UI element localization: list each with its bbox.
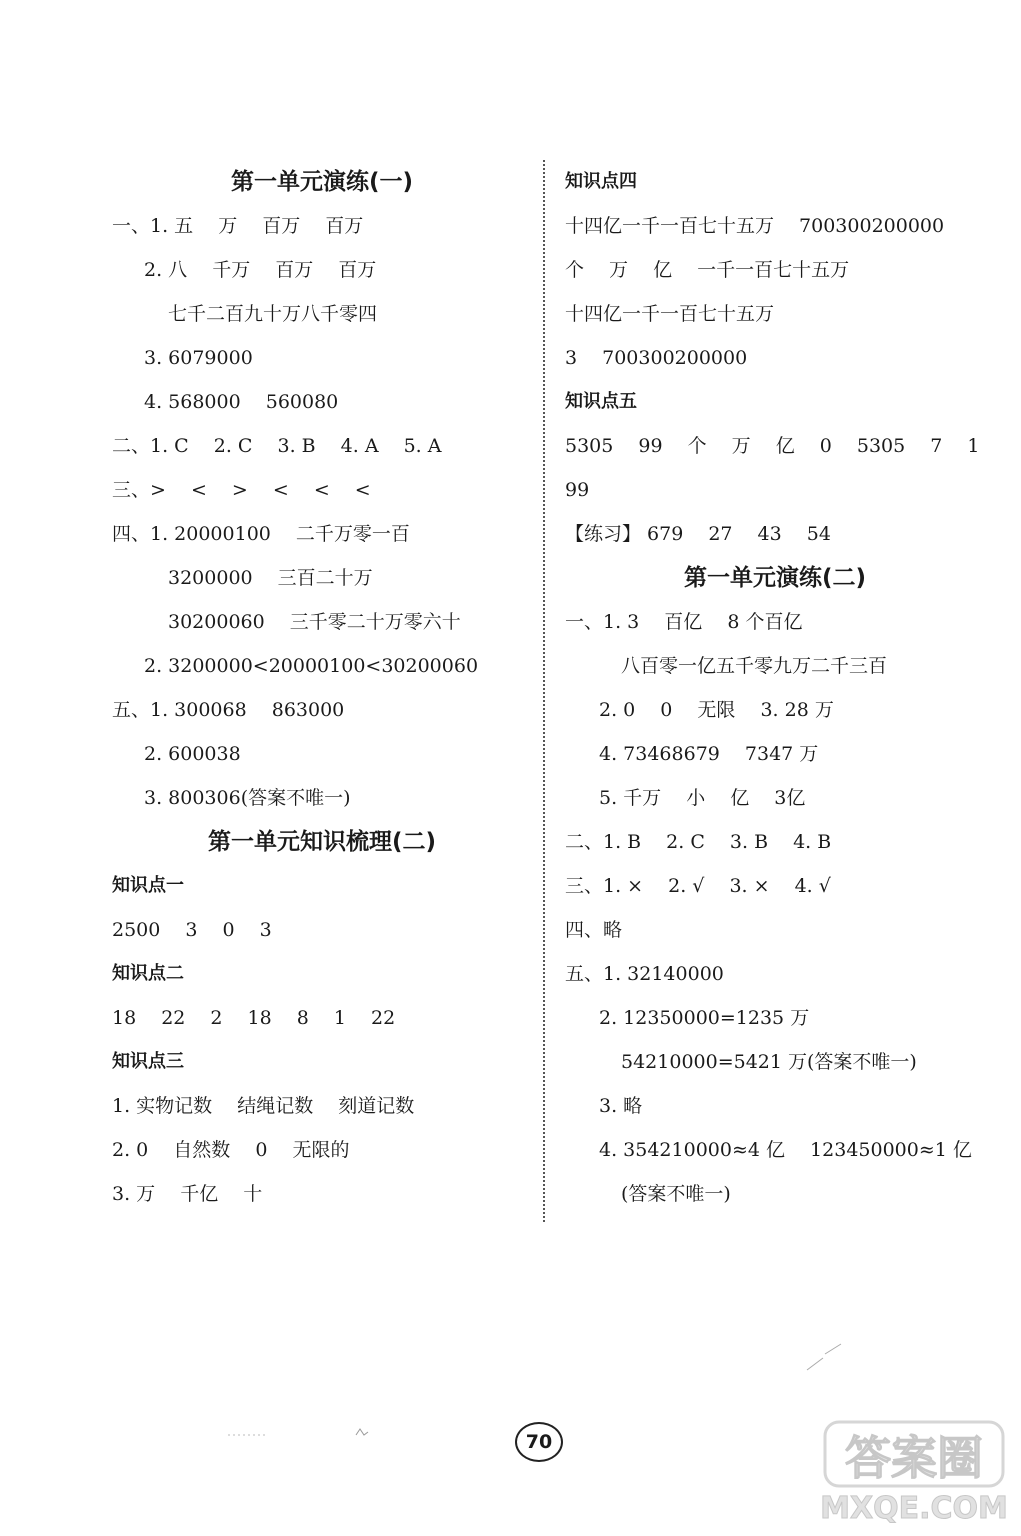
page-number: 70 [515,1422,563,1462]
knowledge-heading: 知识点五 [565,391,637,412]
answer-line: 五、1. 32140000 [565,963,724,985]
knowledge-heading: 知识点二 [112,963,184,984]
answer-line: 30200060 三千零二十万零六十 [168,611,461,633]
answer-line: 5. 千万 小 亿 3亿 [599,787,806,809]
answer-line: 二、1. C 2. C 3. B 4. A 5. A [112,435,442,457]
section-title: 第一单元演练(二) [683,565,867,591]
scan-mark [805,1342,845,1372]
answer-line: 4. 568000 560080 [144,391,339,413]
watermark-text: 答案圈 [845,1431,983,1485]
watermark-logo [819,1416,1009,1526]
section-title: 第一单元知识梳理(二) [207,829,437,855]
answer-line: 4. 73468679 7347 万 [599,743,819,765]
answer-line: 三、> < > < < < [112,479,371,501]
answer-line: 七千二百九十万八千零四 [168,303,378,325]
answer-line: 四、略 [565,919,623,941]
knowledge-heading: 知识点四 [565,171,637,192]
answer-line: 十四亿一千一百七十五万 700300200000 [565,215,945,237]
answer-line: 3200000 三百二十万 [168,567,373,589]
answer-line: 4. 354210000≈4 亿 123450000≈1 亿 [599,1139,972,1161]
answer-line: 2. 600038 [144,743,241,765]
answer-line: 三、1. × 2. √ 3. × 4. √ [565,875,831,897]
knowledge-heading: 知识点一 [112,875,184,896]
answer-line: 十四亿一千一百七十五万 [565,303,775,325]
answer-line: 18 22 2 18 8 1 22 [112,1007,396,1029]
answer-line: 3. 800306(答案不唯一) [144,787,351,809]
answer-line: 一、1. 五 万 百万 百万 [112,215,364,237]
answer-line: 四、1. 20000100 二千万零一百 [112,523,410,545]
answer-line: 个 万 亿 一千一百七十五万 [565,259,850,281]
answer-line: 3 700300200000 [565,347,748,369]
answer-line: 一、1. 3 百亿 8 个百亿 [565,611,803,633]
answer-line: 2500 3 0 3 [112,919,272,941]
answer-line: 二、1. B 2. C 3. B 4. B [565,831,832,853]
answer-line: 1. 实物记数 结绳记数 刻道记数 [112,1095,415,1117]
answer-line: 五、1. 300068 863000 [112,699,345,721]
knowledge-heading: 知识点三 [112,1051,184,1072]
answer-line: 八百零一亿五千零九万二千三百 [621,655,888,677]
answer-line: 3. 万 千亿 十 [112,1183,263,1205]
left-column [112,160,532,1216]
answer-line: 5305 99 个 万 亿 0 5305 7 1 [565,435,980,457]
answer-line: 2. 0 0 无限 3. 28 万 [599,699,834,721]
column-divider [543,160,545,1222]
answer-line: 99 [565,479,590,501]
answer-line: 2. 八 千万 百万 百万 [144,259,377,281]
answer-line: 3. 6079000 [144,347,253,369]
section-title: 第一单元演练(一) [230,169,414,195]
answer-line: 2. 12350000=1235 万 [599,1007,810,1029]
answer-line: 2. 0 自然数 0 无限的 [112,1139,350,1161]
right-column [565,160,985,1216]
answer-line: 3. 略 [599,1095,643,1117]
answer-line: 54210000=5421 万(答案不唯一) [621,1051,917,1073]
practice-line: 【练习】 679 27 43 54 [565,523,831,545]
answer-line: (答案不唯一) [621,1183,731,1205]
scan-mark [228,1425,398,1439]
answer-line: 2. 3200000<20000100<30200060 [144,655,479,677]
watermark-url: MXQE.COM [820,1491,1008,1526]
